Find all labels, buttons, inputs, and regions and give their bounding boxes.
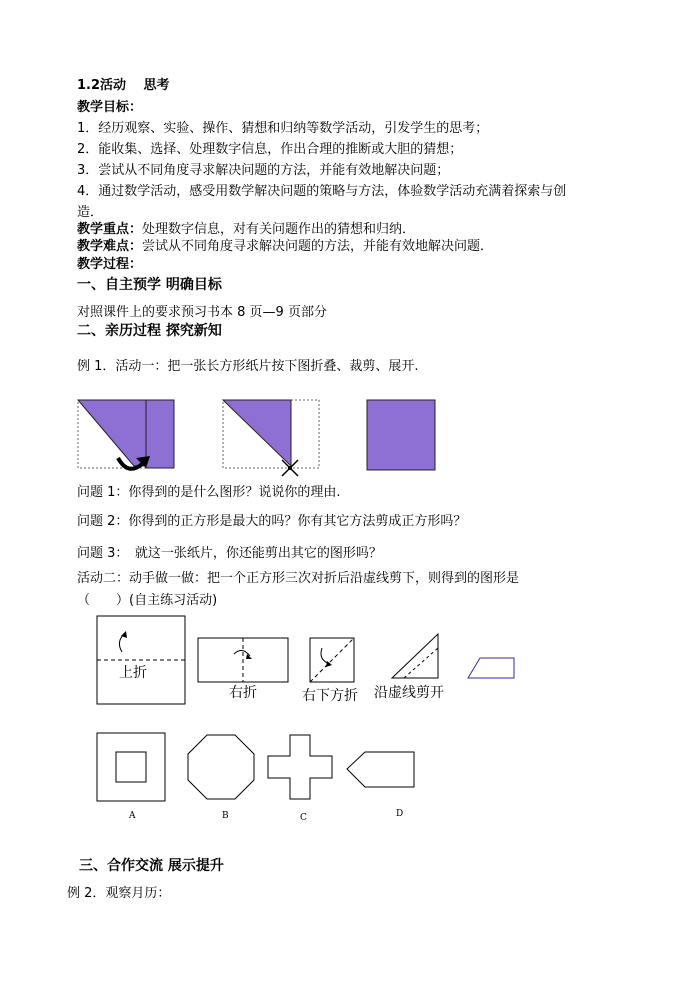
cut-label: 沿虚线剪开 (374, 685, 444, 701)
difficult-point (77, 238, 493, 256)
cut-dashed-figure (392, 634, 438, 678)
option-c-label: C (300, 813, 307, 823)
key-point-text: 处理数字信息，对有关问题作出的猜想和归纳． (142, 222, 416, 237)
activity2-line2: （ ）(自主练习活动) (77, 593, 218, 608)
goal-item: 2．能收集、选择、处理数字信息，作出合理的推断或大胆的猜想； (77, 142, 463, 157)
question-2: 问题 2：你得到的正方形是最大的吗？你有其它方法剪成正方形吗？ (77, 514, 467, 529)
question-3: 问题 3： 就这一张纸片，你还能剪出其它的图形吗？ (77, 546, 382, 561)
goal-item: 4．通过数学活动，感受用数学解决问题的策略与方法，体验数学活动充满着探索与创 (77, 184, 567, 199)
goal-item: 造． (77, 205, 104, 220)
difficult-point-text: 尝试从不同角度寻求解决问题的方法，并能有效地解决问题． (142, 239, 494, 254)
activity2-line1: 活动二：动手做一做：把一个正方形三次对折后沿虚线剪下，则得到的图形是 (77, 571, 520, 586)
fold-step-figure (78, 400, 174, 469)
option-b-label: B (222, 811, 229, 821)
question-1: 问题 1：你得到的是什么图形？说说你的理由. (77, 485, 341, 500)
option-d-shape (347, 752, 414, 787)
process-heading: 教学过程： (77, 257, 143, 272)
goals-heading: 教学目标： (77, 100, 143, 115)
section1-heading: 一、自主预学 明确目标 (77, 277, 222, 293)
fold-diagonal-arrow-icon (321, 648, 330, 664)
fold-cut-figures (76, 398, 446, 478)
fold-up-label: 上折 (119, 665, 147, 681)
cut-result-shape (468, 658, 514, 678)
option-a-label: A (129, 811, 136, 821)
cut-step-figure (223, 400, 319, 476)
section1-text: 对照课件上的要求预习书本 8 页—9 页部分 (77, 305, 327, 320)
fold-up-figure (97, 616, 185, 704)
key-point-label: 教学重点： (77, 222, 143, 237)
section2-heading: 二、亲历过程 探究新知 (77, 323, 222, 339)
example1-text: 例 1．活动一：把一张长方形纸片按下图折叠、裁剪、展开. (77, 359, 419, 374)
example2-text: 例 2．观察月历： (67, 886, 171, 901)
option-c-shape (268, 735, 332, 799)
option-d-label: D (396, 809, 404, 819)
fold-diagonal-figure (310, 638, 354, 682)
option-b-shape (188, 735, 254, 799)
goal-item: 3．尝试从不同角度寻求解决问题的方法，并能有效地解决问题； (77, 163, 450, 178)
section3-heading: 三、合作交流 展示提升 (79, 858, 224, 874)
fold-right-label: 右折 (229, 685, 257, 701)
option-a-shape (97, 733, 165, 801)
lesson-title: 1.2活动 思考 (77, 78, 170, 93)
key-point (77, 221, 415, 239)
difficult-point-label: 教学难点： (77, 239, 143, 254)
answer-option-figures (94, 730, 424, 810)
result-square (367, 400, 435, 470)
fold-diagonal-label: 右下方折 (302, 688, 358, 704)
fold-right-figure (198, 638, 288, 682)
goal-item: 1．经历观察、实验、操作、猜想和归纳等数学活动，引发学生的思考； (77, 121, 489, 136)
